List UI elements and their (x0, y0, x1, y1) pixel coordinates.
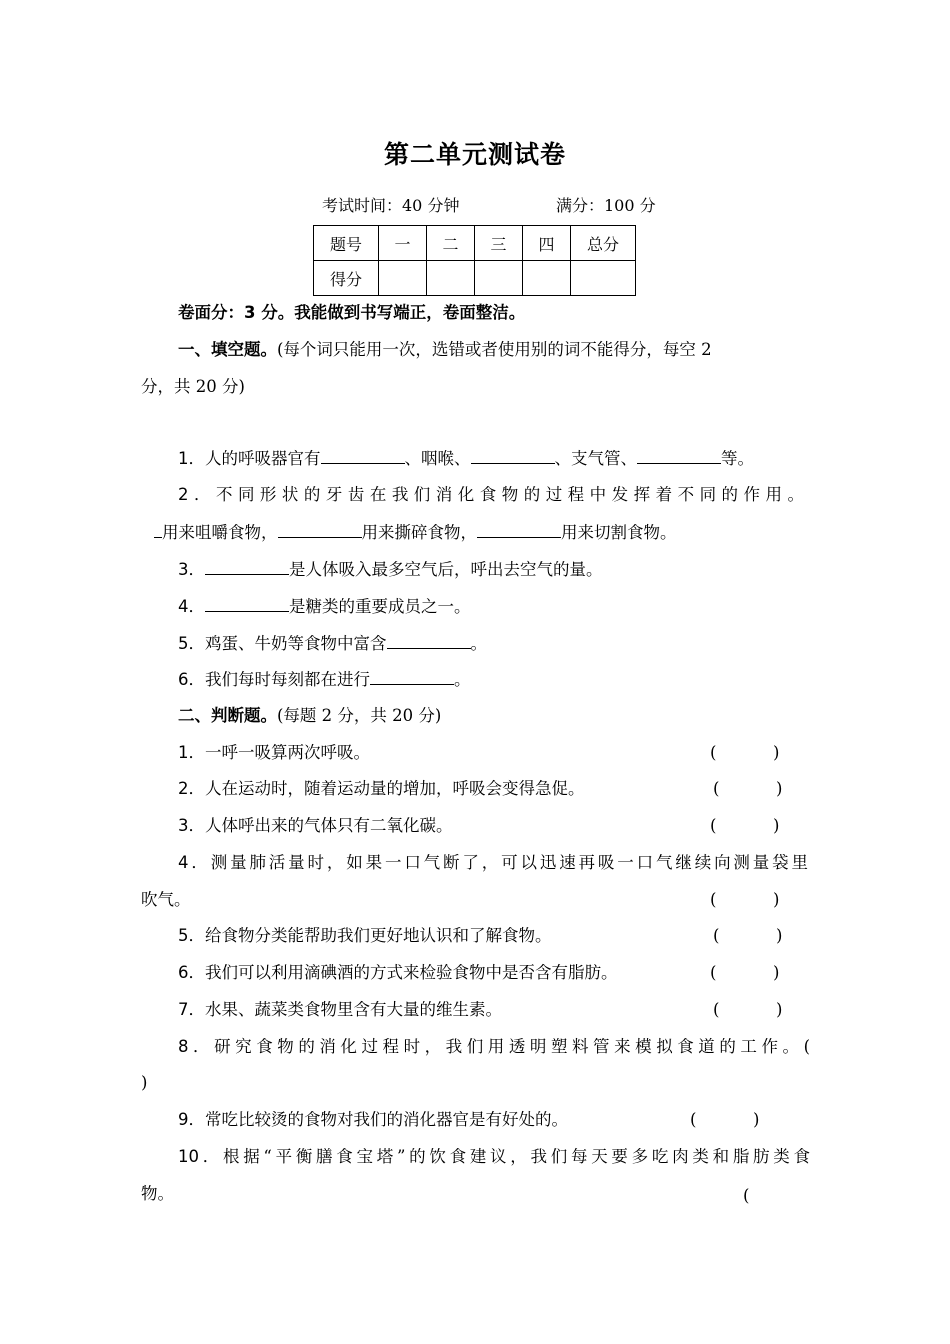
answer-blank[interactable] (205, 558, 289, 575)
question-number: 4． (178, 853, 211, 872)
score-table (313, 225, 636, 296)
judge-question-3 (178, 815, 453, 837)
header-cell: 一 (379, 226, 427, 261)
question-number: 3． (178, 816, 205, 835)
judge-question-7 (178, 999, 502, 1021)
question-number: 1． (178, 449, 205, 468)
answer-paren-close[interactable]: ) (776, 926, 783, 945)
answer-paren-open[interactable]: ( (690, 1110, 697, 1129)
exam-time: 考试时间：40 分钟 (322, 196, 460, 215)
question-number: 9． (178, 1110, 205, 1129)
answer-paren-close[interactable]: ) (773, 743, 780, 762)
answer-paren-open[interactable]: ( (710, 890, 717, 909)
header-cell: 总分 (571, 226, 636, 261)
question-text: 不同形状的牙齿在我们消化食物的过程中发挥着不同的作用。 (215, 485, 805, 504)
question-text: 人体呼出来的气体只有二氧化碳。 (205, 816, 453, 835)
fill-question-4 (178, 595, 471, 618)
question-number: 1． (178, 743, 205, 762)
fill-question-5 (178, 632, 487, 655)
judge-question-8-line1 (178, 1036, 810, 1058)
question-text: 常吃比较烫的食物对我们的消化器官是有好处的。 (205, 1110, 568, 1129)
question-number: 3． (178, 560, 205, 579)
question-text: 、咽喉、 (404, 449, 471, 468)
score-cell[interactable] (427, 261, 475, 296)
answer-paren-open[interactable]: ( (743, 1186, 750, 1205)
section1-note: (每个词只能用一次，选错或者使用别的词不能得分，每空 2 (277, 340, 712, 359)
question-text: 用来咀嚼食物， (162, 523, 278, 542)
question-text: 根据“平衡膳食宝塔”的饮食建议，我们每天要多吃肉类和脂肪类食 (222, 1147, 811, 1166)
score-cell[interactable] (379, 261, 427, 296)
question-number: 10． (178, 1147, 223, 1166)
section1-note-cont: 分，共 20 分) (141, 377, 245, 396)
fill-question-1 (178, 447, 754, 470)
question-number: 5． (178, 926, 205, 945)
section2-heading-line (178, 705, 441, 727)
question-text: 测量肺活量时，如果一口气断了，可以迅速再吸一口气继续向测量袋里 (210, 853, 808, 872)
answer-paren-open[interactable]: ( (713, 926, 720, 945)
answer-blank[interactable] (370, 668, 454, 685)
question-text: 。 (470, 634, 487, 653)
section2-heading: 二、判断题。 (178, 706, 277, 725)
question-text: 人在运动时，随着运动量的增加，呼吸会变得急促。 (205, 779, 585, 798)
answer-blank[interactable] (477, 521, 561, 538)
question-number: 2． (178, 779, 205, 798)
answer-blank[interactable] (154, 521, 162, 538)
judge-question-1 (178, 742, 370, 764)
fill-question-6 (178, 668, 471, 691)
question-number: 4． (178, 597, 205, 616)
fill-question-2-line2 (154, 521, 677, 544)
answer-blank[interactable] (387, 632, 471, 649)
question-text: 等。 (721, 449, 754, 468)
question-text: 是人体吸入最多空气后，呼出去空气的量。 (289, 560, 603, 579)
answer-blank[interactable] (637, 447, 721, 464)
question-text: 用来切割食物。 (561, 523, 677, 542)
answer-paren-open[interactable]: ( (710, 816, 717, 835)
section1-heading-line (178, 339, 813, 361)
judge-question-9 (178, 1109, 568, 1131)
score-cell[interactable] (571, 261, 636, 296)
full-score: 满分：100 分 (556, 196, 656, 215)
question-text: 一呼一吸算两次呼吸。 (205, 743, 370, 762)
question-number: 6． (178, 670, 205, 689)
judge-question-6 (178, 962, 618, 984)
question-number: 6． (178, 963, 205, 982)
answer-blank[interactable] (471, 447, 555, 464)
question-text: 。 (454, 670, 471, 689)
answer-blank[interactable] (205, 595, 289, 612)
question-text: 人的呼吸器官有 (205, 449, 321, 468)
fill-question-2-line1 (178, 484, 804, 506)
header-cell: 四 (523, 226, 571, 261)
question-number: 8． (178, 1037, 215, 1056)
header-cell: 二 (427, 226, 475, 261)
question-text: 我们每时每刻都在进行 (205, 670, 370, 689)
question-number: 7． (178, 1000, 205, 1019)
judge-question-10-line1 (178, 1146, 810, 1168)
judge-question-4-line2: 吹气。 (141, 890, 191, 909)
question-text: 鸡蛋、牛奶等食物中富含 (205, 634, 387, 653)
judge-question-8-line2: ) (141, 1073, 148, 1092)
question-text: 我们可以利用滴碘酒的方式来检验食物中是否含有脂肪。 (205, 963, 618, 982)
header-cell: 题号 (314, 226, 379, 261)
answer-paren-close[interactable]: ) (773, 816, 780, 835)
answer-blank[interactable] (321, 447, 405, 464)
score-table-score-row (314, 261, 636, 296)
answer-paren-close[interactable]: ) (773, 963, 780, 982)
judge-question-10-line2: 物。 (141, 1184, 174, 1203)
question-text: 研究食物的消化过程时，我们用透明塑料管来模拟食道的工作。( (214, 1037, 811, 1056)
answer-paren-close[interactable]: ) (753, 1110, 760, 1129)
judge-question-4-line1 (178, 852, 808, 874)
score-table-header-row (314, 226, 636, 261)
answer-blank[interactable] (278, 521, 362, 538)
fill-question-3 (178, 558, 603, 581)
row-label-cell: 得分 (314, 261, 379, 296)
answer-paren-open[interactable]: ( (713, 779, 720, 798)
judge-question-5 (178, 925, 552, 947)
answer-paren-close[interactable]: ) (776, 1000, 783, 1019)
header-cell: 三 (475, 226, 523, 261)
answer-paren-close[interactable]: ) (776, 779, 783, 798)
page-title: 第二单元测试卷 (383, 140, 566, 169)
score-cell[interactable] (475, 261, 523, 296)
question-text: 、支气管、 (554, 449, 637, 468)
answer-paren-open[interactable]: ( (710, 743, 717, 762)
question-text: 水果、蔬菜类食物里含有大量的维生素。 (205, 1000, 502, 1019)
section1-heading: 一、填空题。 (178, 340, 277, 359)
question-number: 5． (178, 634, 205, 653)
answer-paren-close[interactable]: ) (773, 890, 780, 909)
answer-paren-open[interactable]: ( (713, 1000, 720, 1019)
neatness-note: 卷面分：3 分。我能做到书写端正，卷面整洁。 (178, 303, 526, 322)
question-text: 给食物分类能帮助我们更好地认识和了解食物。 (205, 926, 552, 945)
answer-paren-open[interactable]: ( (710, 963, 717, 982)
judge-question-2 (178, 778, 585, 800)
question-text: 用来撕碎食物， (361, 523, 477, 542)
question-number: 2． (178, 485, 216, 504)
section2-note: (每题 2 分，共 20 分) (277, 706, 442, 725)
question-text: 是糖类的重要成员之一。 (289, 597, 471, 616)
score-cell[interactable] (523, 261, 571, 296)
